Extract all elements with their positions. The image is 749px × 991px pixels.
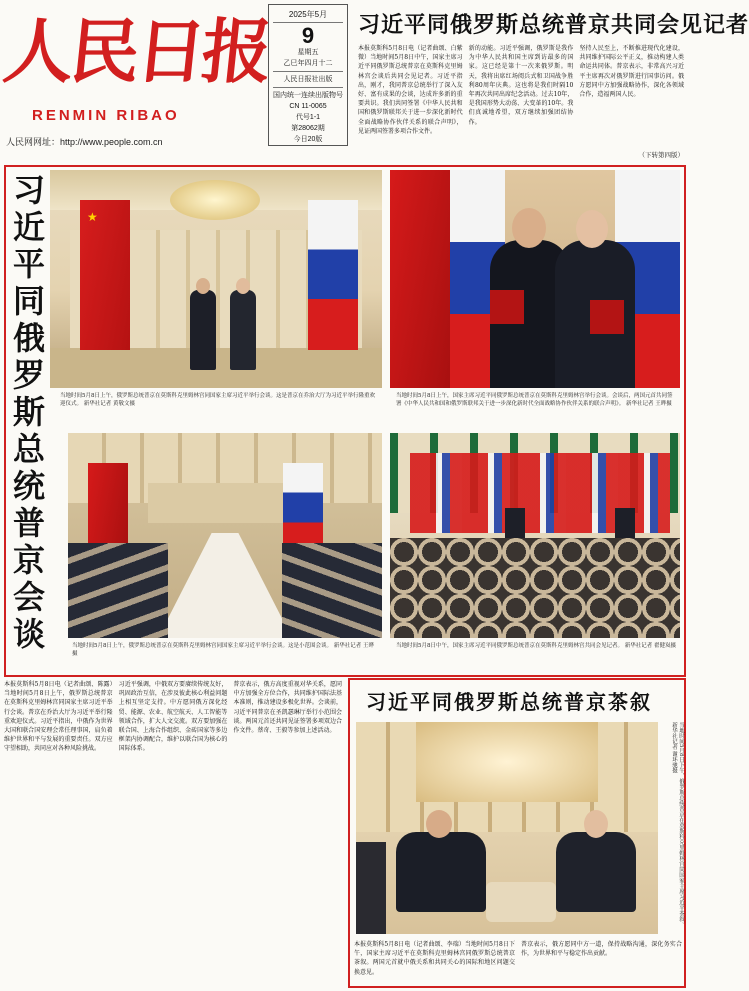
newspaper-logo: [0, 6, 273, 98]
year-month: 2025年5月: [288, 10, 328, 19]
vertical-title-char: 谈: [12, 615, 45, 653]
issue-number: 第28062期: [291, 125, 325, 132]
person-figure: [615, 508, 635, 538]
vertical-title-char: 罗: [12, 356, 45, 394]
lead-column-3: 坚持人民至上，不断推进现代化建设，共同维护国际公平正义，推动构建人类命运共同体。普京表示，非常高兴习近平主席再次对俄罗斯进行国事访问。俄方愿同中方加强战略协作，深化各领域合作，造福两国人民。: [579, 45, 685, 99]
tea-photo-caption: 当地时间5月8日下午，俄罗斯总统普京在莫斯科克里姆林宫同国家主席习近平茶叙。 新华社记者 谢环驰摄: [671, 722, 684, 927]
lead-headline: 习近平同俄罗斯总统普京共同会见记者: [358, 12, 749, 38]
cn-number: CN 11-0065: [289, 103, 327, 110]
main-article: [4, 680, 342, 986]
tea-article: [354, 940, 682, 986]
article-column-2: 习近平强调，中俄双方要赓续传统友好，巩固政治互信，在涉及彼此核心利益问题上相互坚定支持。中方愿同俄方深化经贸、能源、农业、航空航天、人工智能等领域合作，扩大人文交流。双方要加强在联合国、上海合作组织、金砖国家等多边框架内协调配合，维护以联合国为核心的国际体系。: [118, 681, 228, 753]
photo4-caption: 当地时间5月8日中午，国家主席习近平同俄罗斯总统普京在莫斯科克里姆林宫共同会见记者。 新华社记者 翟健岚摄: [396, 643, 677, 649]
vertical-title-char: 统: [12, 467, 45, 505]
main-vertical-title: [10, 172, 48, 653]
vertical-title-char: 总: [12, 430, 45, 468]
page-count: 今日20版: [293, 136, 323, 143]
vertical-title-char: 斯: [12, 393, 45, 431]
audience: [390, 538, 680, 638]
day-number: 9: [301, 23, 315, 48]
lead-column-2: 新的动能。习近平强调，俄罗斯是我作为中华人民共和国主席到访最多的国家。这已经是第十一次来俄罗斯。明天，我将出席红场阅兵式和卫国战争胜利80周年庆典。这也将是我们时隔10年再次共同出席纪念活动。过去10年，是我国形势大动荡、大变革的10年。我们真诚地希望，双方继续加强团结协作。: [468, 45, 574, 126]
tea-headline: 习近平同俄罗斯总统普京茶叙: [366, 690, 652, 714]
person-figure: [356, 842, 386, 934]
person-figure: [230, 290, 256, 370]
russian-flag-icon: [283, 463, 323, 553]
photo-signing: [390, 170, 680, 388]
weekday: 星期五: [297, 49, 319, 56]
vertical-title-char: 普: [12, 504, 45, 542]
lead-article: [358, 44, 684, 154]
tea-column-1: 本报莫斯科5月8日电（记者曲颂、李瑞）当地时间5月8日下午，国家主席习近平在莫斯科克里姆林宫同俄罗斯总统普京茶叙。两国元首就中俄关系和共同关心的国际和地区问题交换意见。: [354, 941, 515, 976]
date-box: [268, 4, 348, 146]
vertical-title-char: 同: [12, 282, 45, 320]
issn-line: 国内统一连续出版物号: [273, 92, 343, 99]
russian-flag-icon: [308, 200, 358, 350]
photo1-caption: 当地时间5月8日上午，俄罗斯总统普京在莫斯科克里姆林宫同国家主席习近平举行会谈。这是普京在乔治大厅为习近平举行隆重欢迎仪式。 新华社记者 黄敬文摄: [60, 393, 376, 407]
vertical-title-char: 习: [12, 171, 45, 209]
vertical-title-char: 京: [12, 541, 45, 579]
article-column-3: 普京表示，俄方高度重视对华关系，愿同中方加强全方位合作，共同维护国际法基本准则，推动建设多极化世界。会谈前，习近平同普京在圣凯瑟琳厅举行小范围会谈。两国元首还共同见证签署多项双边合作文件。蔡奇、王毅等参加上述活动。: [233, 681, 343, 735]
tea-column-2: 普京表示，俄方愿同中方一道，保持战略沟通，深化务实合作，为世界和平与稳定作出贡献。: [521, 941, 682, 958]
chinese-flag-icon: [88, 463, 128, 553]
red-folder: [590, 300, 624, 334]
photo-welcome-ceremony: ★: [50, 170, 382, 388]
photo-press-meeting: [390, 433, 680, 638]
person-figure: [556, 832, 636, 912]
photo-talks-table: [68, 433, 382, 638]
publisher: 人民日报社出版: [283, 76, 333, 83]
tea-table: [486, 882, 556, 922]
chinese-flag-icon: [390, 170, 450, 388]
code-number: 代号1-1: [295, 114, 321, 121]
article-column-1: 本报莫斯科5月8日电（记者曲颂、陈露）当地时间5月8日上午，俄罗斯总统普京在莫斯科克里姆林宫同国家主席习近平举行会谈。普京在乔治大厅为习近平举行隆重欢迎仪式。习近平指出，中俄作为世界大国和联合国安理会常任理事国，肩负着维护世界和平与发展的重要责任。双方应守望相助，共同应对各种风险挑战。: [4, 681, 113, 753]
vertical-title-char: 会: [12, 578, 45, 616]
vertical-title-char: 平: [12, 245, 45, 283]
person-figure: [396, 832, 486, 912]
lunar-date: 乙巳年四月十二: [283, 60, 333, 67]
person-figure: [505, 508, 525, 538]
lead-column-1: 本报莫斯科5月8日电（记者曲颂、白紫微）当地时间5月8日中午，国家主席习近平同俄罗斯总统普京在莫斯科克里姆林宫会谈后共同会见记者。习近平指出，刚才，我同普京总统举行了深入友好、富有成果的会谈，达成许多新的重要共识。我们共同签署《中华人民共和国和俄罗斯联邦关于进一步深化新时代全面战略协作伙伴关系的联合声明》，见证两国签署多项合作文件。: [358, 45, 463, 135]
romanized-title: RENMIN RIBAO: [32, 107, 180, 124]
vertical-title-char: 近: [12, 208, 45, 246]
vertical-title-char: 俄: [12, 319, 45, 357]
photo2-caption: 当地时间5月8日上午，国家主席习近平同俄罗斯总统普京在莫斯科克里姆林宫举行会谈。会谈后，两国元首共同签署《中华人民共和国和俄罗斯联邦关于进一步深化新时代全面战略协作伙伴关系的联合声明》。 新华社记者 王晔摄: [396, 393, 673, 407]
logo-text: 人民日报: [0, 10, 273, 93]
website-line: 人民网网址：http://www.people.com.cn: [6, 137, 163, 147]
continued-note: （下转第四版）: [638, 152, 684, 159]
photo-tea-meeting: [356, 722, 658, 934]
photo3-caption: 当地时间5月8日上午，俄罗斯总统普京在莫斯科克里姆林宫同国家主席习近平举行会谈。这是小范围会谈。 新华社记者 王晔摄: [72, 643, 375, 657]
red-folder: [490, 290, 524, 324]
person-figure: [190, 290, 216, 370]
